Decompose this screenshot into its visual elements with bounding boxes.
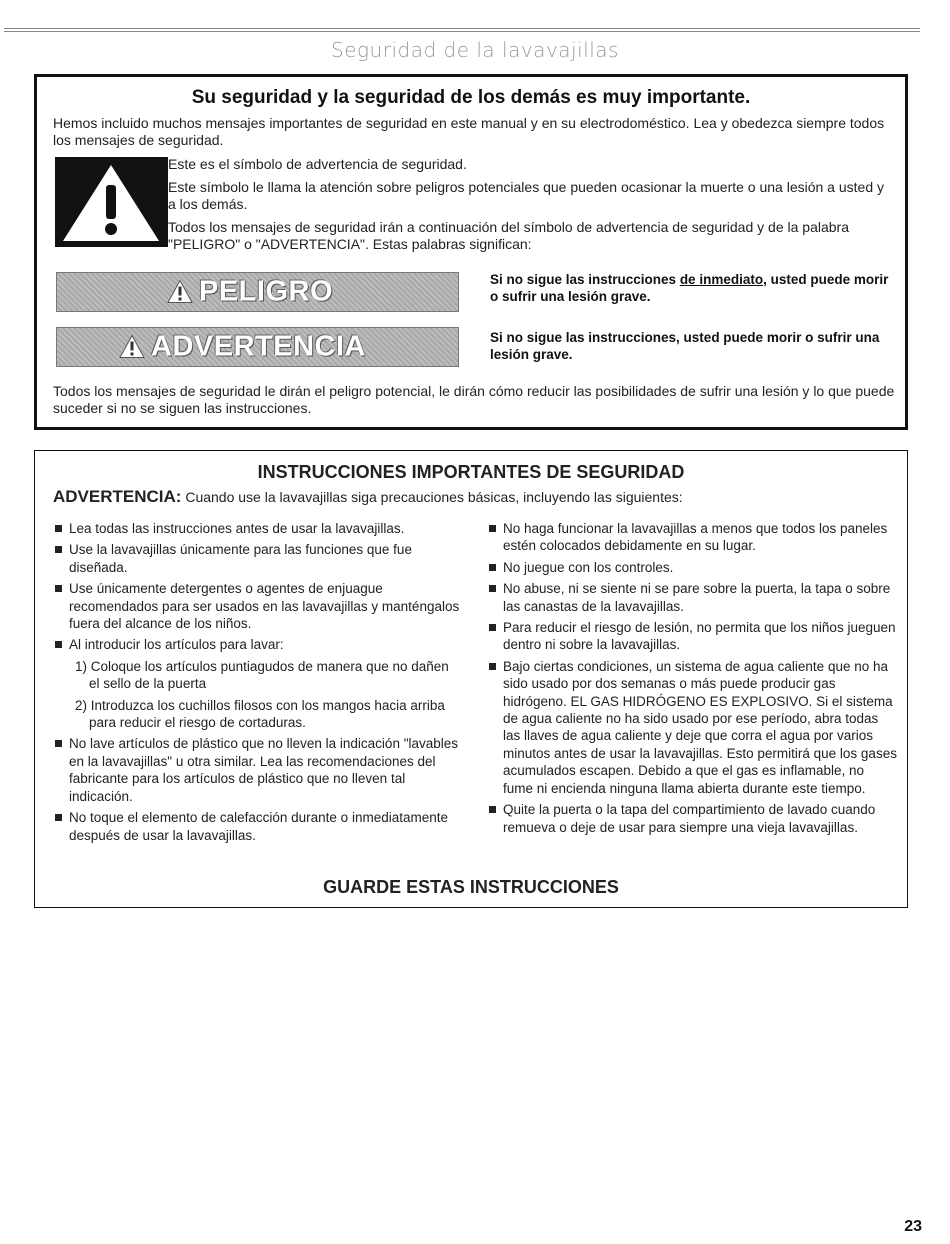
safety-box-footer: Todos los mensajes de seguridad le dirán el peligro potencial, le dirán cómo reducir las posibilidades de sufrir una lesión y lo que puede suceder si no se siguen las instrucciones.	[53, 383, 895, 416]
instructions-right-column	[487, 520, 897, 840]
instructions-left-column	[53, 520, 463, 848]
top-rule	[4, 28, 920, 32]
save-instructions-footer: GUARDE ESTAS INSTRUCCIONES	[323, 877, 619, 897]
warning-line	[53, 488, 897, 506]
warning-triangle-icon	[119, 335, 145, 359]
list-item: Quite la puerta o la tapa del compartimiento de lavado cuando remueva o deje de usar para siempre una vieja lavavajillas.	[487, 801, 897, 836]
warning-triangle-icon	[167, 280, 193, 304]
list-item: Lea todas las instrucciones antes de usar la lavavajillas.	[53, 520, 463, 537]
safety-message-box	[34, 74, 908, 430]
list-item: Para reducir el riesgo de lesión, no permita que los niños jueguen dentro ni sobre la lavavajillas.	[487, 619, 897, 654]
peligro-description: Si no sigue las instrucciones de inmediato, usted puede morir o sufrir una lesión grave.	[490, 272, 889, 304]
symbol-line-2: Este símbolo le llama la atención sobre peligros potenciales que pueden ocasionar la muerte o una lesión a usted y a los demás.	[168, 179, 884, 212]
sub-list-item: 1) Coloque los artículos puntiagudos de manera que no dañen el sello de la puerta	[75, 658, 449, 692]
important-safety-instructions-box	[34, 450, 908, 908]
list-item: Al introducir los artículos para lavar:	[53, 636, 463, 653]
page-header-title: Seguridad de la lavavajillas	[331, 38, 619, 62]
warning-triangle-icon	[55, 157, 168, 247]
warning-label: ADVERTENCIA:	[53, 487, 182, 506]
list-item: Use únicamente detergentes o agentes de enjuague recomendados para ser usados en las lavavajillas y manténgalos fuera del alcance de los niños.	[53, 580, 463, 632]
safety-box-intro: Hemos incluido muchos mensajes importantes de seguridad en este manual y en su electrodoméstico. Lea y obedezca siempre todos los mensajes de seguridad.	[53, 115, 885, 148]
instructions-title: INSTRUCCIONES IMPORTANTES DE SEGURIDAD	[257, 462, 685, 482]
peligro-label: PELIGRO	[199, 275, 334, 308]
warning-text: Cuando use la lavavajillas siga precauciones básicas, incluyendo las siguientes:	[181, 489, 683, 505]
safety-box-title: Su seguridad y la seguridad de los demás es muy importante.	[191, 87, 751, 108]
list-item: No juegue con los controles.	[487, 559, 897, 576]
list-item: No lave artículos de plástico que no lleven la indicación "lavables en la lavavajillas" u otra similar. Lea las recomendaciones del fabricante para los artículos de plástico que no lleven tal indicación.	[53, 735, 463, 805]
list-item: No haga funcionar la lavavajillas a menos que todos los paneles estén colocados debidamente en su lugar.	[487, 520, 897, 555]
advertencia-description: Si no sigue las instrucciones, usted puede morir o sufrir una lesión grave.	[490, 330, 880, 362]
peligro-banner	[56, 272, 459, 312]
sub-list-item: 2) Introduzca los cuchillos filosos con los mangos hacia arriba para reducir el riesgo de cortaduras.	[75, 697, 445, 731]
list-item: No toque el elemento de calefacción durante o inmediatamente después de usar la lavavajillas.	[53, 809, 463, 844]
list-item: Bajo ciertas condiciones, un sistema de agua caliente que no ha sido usado por dos semanas o más puede producir gas hidrógeno. EL GAS HIDRÓGENO ES EXPLOSIVO. Si el sistema de agua caliente no ha sido usado por ese período, abra todas las llaves de agua caliente y deje que corra el agua por varios minutos antes de usar la lavavajillas. Esto permitirá que los gases acumulados escapen. Debido a que el gas es inflamable, no fume ni encienda ninguna llama abierta durante este tiempo.	[487, 658, 897, 797]
list-item: No abuse, ni se siente ni se pare sobre la puerta, la tapa o sobre las canastas de la lavavajillas.	[487, 580, 897, 615]
list-item: Use la lavavajillas únicamente para las funciones que fue diseñada.	[53, 541, 463, 576]
advertencia-label: ADVERTENCIA	[151, 330, 366, 363]
symbol-line-1: Este es el símbolo de advertencia de seguridad.	[168, 156, 467, 172]
symbol-line-3: Todos los mensajes de seguridad irán a continuación del símbolo de advertencia de seguridad y de la palabra "PELIGRO" o "ADVERTENCIA". Estas palabras significan:	[168, 219, 849, 252]
advertencia-banner	[56, 327, 459, 367]
page-number: 23	[904, 1218, 922, 1235]
